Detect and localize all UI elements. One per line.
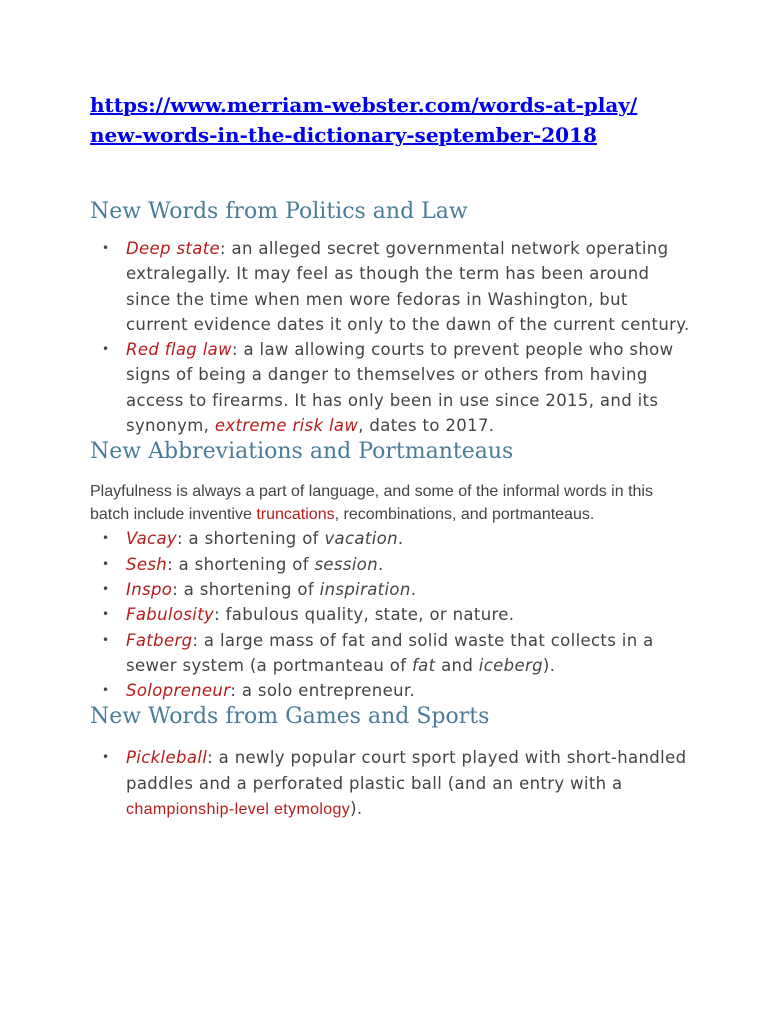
term-red-flag-law: Red flag law <box>126 340 232 360</box>
intro-paragraph <box>90 480 690 526</box>
italic-word: vacation <box>324 529 398 549</box>
term-fabulosity: Fabulosity <box>126 605 215 625</box>
bullet-icon: • <box>102 750 110 765</box>
list-item <box>102 526 690 551</box>
abbreviations-list <box>90 526 690 703</box>
heading-abbreviations: New Abbreviations and Portmanteaus <box>90 439 514 465</box>
definition-text: : an alleged secret governmental network operating extralegally. It may feel as though the term has been around since the time when men wore fedoras in Washington, but current evidence dates it only to the dawn of the current century. <box>126 239 690 334</box>
politics-list <box>90 236 690 438</box>
italic-word: session <box>314 554 379 574</box>
definition-end: . <box>378 554 384 574</box>
source-link-line1: https://www.merriam-webster.com/words-at-play/ <box>90 93 638 117</box>
definition-text: : a law allowing courts to prevent people who show signs of being a danger to themselves or others from having access to firearms. It has only been in use since 2015, and its synonym, <box>126 340 674 436</box>
term-sesh: Sesh <box>126 554 168 574</box>
list-item <box>102 602 690 627</box>
list-item <box>102 552 690 577</box>
heading-politics-law: New Words from Politics and Law <box>90 199 468 224</box>
list-item <box>102 236 690 337</box>
term-deep-state: Deep state <box>126 239 221 258</box>
bullet-icon: • <box>102 632 110 647</box>
source-link-line2: new-words-in-the-dictionary-september-2018 <box>90 123 597 147</box>
list-item <box>102 337 690 438</box>
term-extreme-risk-law: extreme risk law <box>214 416 359 436</box>
definition-text: : a solo entrepreneur. <box>230 681 416 701</box>
definition-text: : a large mass of fat and solid waste that collects in a sewer system (a portmanteau of <box>126 630 654 675</box>
definition-text: : a newly popular court sport played with short-handled paddles and a perforated plastic ball (and an entry with a <box>126 748 687 793</box>
document-page <box>90 90 690 822</box>
truncations-link[interactable]: truncations <box>256 506 335 524</box>
definition-text: : fabulous quality, state, or nature. <box>214 605 515 625</box>
term-pickleball: Pickleball <box>126 748 208 768</box>
source-link[interactable] <box>90 90 690 150</box>
bullet-icon: • <box>102 342 110 357</box>
definition-end: ). <box>542 655 556 675</box>
etymology-link[interactable]: championship-level etymology <box>126 801 351 819</box>
definition-end: ). <box>350 799 363 819</box>
heading-games-sports: New Words from Games and Sports <box>90 704 490 730</box>
term-inspo: Inspo <box>126 579 173 599</box>
definition-text-end: , dates to 2017. <box>358 416 495 436</box>
term-solopreneur: Solopreneur <box>126 681 231 701</box>
bullet-icon: • <box>102 581 110 596</box>
list-item <box>102 678 690 703</box>
italic-word-iceberg: iceberg <box>478 655 543 675</box>
italic-word: inspiration <box>319 579 411 599</box>
bullet-icon: • <box>102 556 110 571</box>
bullet-icon: • <box>102 683 110 698</box>
intro-text-end: , recombinations, and portmanteaus. <box>334 506 595 524</box>
definition-text: : a shortening of <box>172 579 320 599</box>
definition-text: : a shortening of <box>177 529 325 549</box>
definition-end: . <box>410 579 417 599</box>
definition-end: . <box>397 529 404 549</box>
intro-text: Playfulness is always a part of language, and some of the informal words in this batch include inventive <box>90 483 653 524</box>
bullet-icon: • <box>102 607 110 622</box>
bullet-icon: • <box>102 531 110 546</box>
definition-text: : a shortening of <box>167 554 315 574</box>
bullet-icon: • <box>102 241 110 255</box>
list-item <box>102 745 690 822</box>
term-vacay: Vacay <box>126 529 178 549</box>
list-item <box>102 577 690 602</box>
list-item <box>102 628 690 679</box>
term-fatberg: Fatberg <box>126 630 193 650</box>
italic-word-fat: fat <box>412 655 436 675</box>
games-list <box>90 745 690 822</box>
definition-mid: and <box>435 655 479 675</box>
